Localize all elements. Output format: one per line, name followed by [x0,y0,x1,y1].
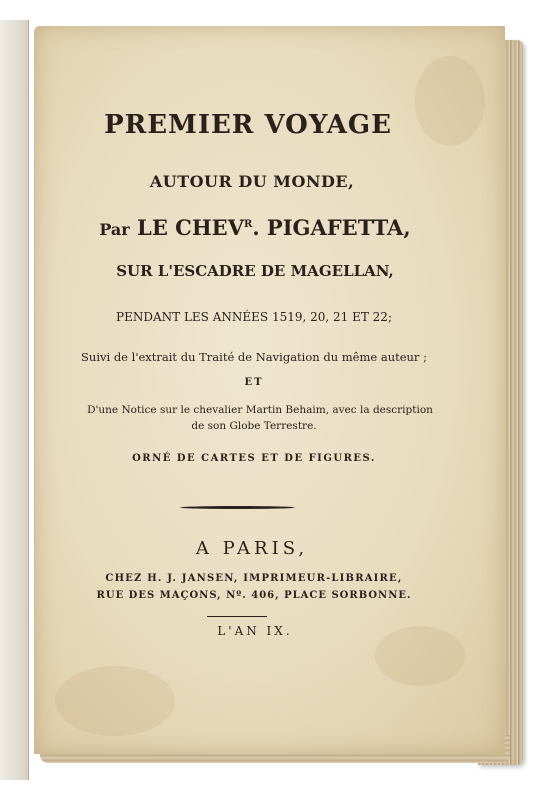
subtitle-autour: AUTOUR DU MONDE, [149,172,355,191]
imprint-date: L'AN IX. [217,624,293,638]
decorative-rule [180,506,295,509]
book-title: PREMIER VOYAGE [104,110,392,140]
publisher-line-1: CHEZ H. J. JANSEN, IMPRIMEUR-LIBRAIRE, [105,573,403,584]
publisher-line-2: RUE DES MAÇONS, Nº. 406, PLACE SORBONNE. [96,590,412,601]
years-line: PENDANT LES ANNÉES 1519, 20, 21 ET 22; [116,310,392,324]
imprint-city: A PARIS, [195,538,309,559]
et-line: ET [244,377,264,388]
suivi-line: Suivi de l'extrait du Traité de Navigation du même auteur ; [81,350,427,364]
author-sup: R [244,219,253,230]
escadre-line: SUR L'ESCADRE DE MAGELLAN, [116,262,394,280]
title-page [34,26,505,754]
author-prefix: Par [99,220,130,239]
notice-line-2: de son Globe Terrestre. [191,420,317,432]
author-name: . PIGAFETTA, [252,215,411,240]
notice-line-1: D'une Notice sur le chevalier Martin Behaim, avec la description [87,404,433,416]
paper-stain [55,666,175,736]
short-rule [207,616,267,617]
orne-line: ORNÉ DE CARTES ET DE FIGURES. [132,453,376,464]
author-main: LE CHEV [137,215,244,240]
author-line [20,215,490,240]
